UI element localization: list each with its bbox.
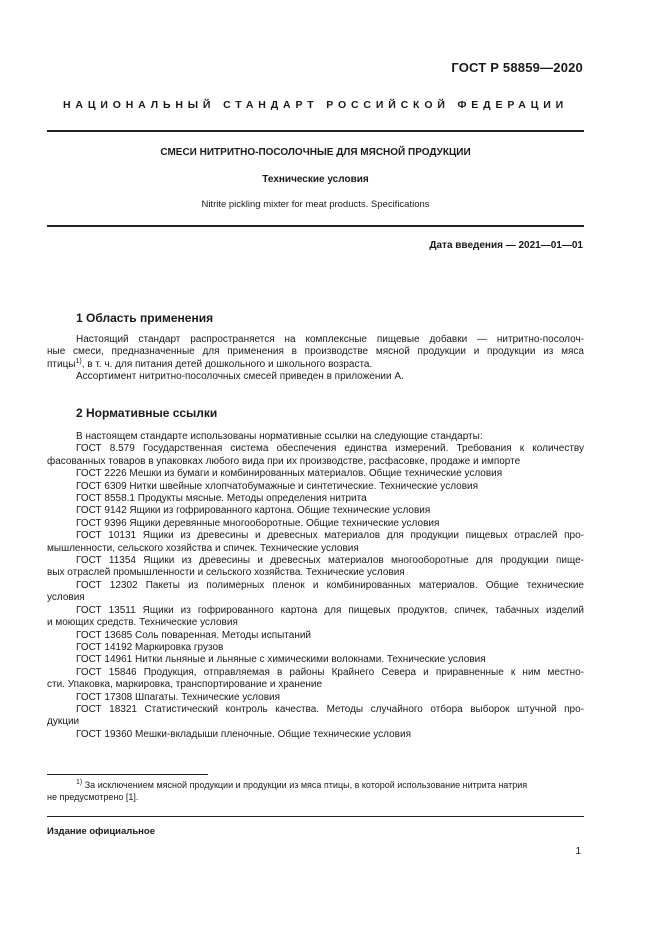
reference-list <box>47 443 584 741</box>
reference-line: ГОСТ 13685 Соль поваренная. Методы испытаний <box>76 629 312 641</box>
title-rule <box>47 225 584 227</box>
reference-line: ГОСТ 18321 Статистический контроль качества. Методы случайного отбора выборок штучной про- <box>76 703 584 715</box>
footnote-text: За исключением мясной продукции и продукции из мяса птицы, в которой использование нитрита натрия <box>84 780 528 790</box>
footnote-line-1 <box>47 779 584 791</box>
document-title: СМЕСИ НИТРИТНО-ПОСОЛОЧНЫЕ ДЛЯ МЯСНОЙ ПРОДУКЦИИ <box>160 147 471 158</box>
edition-label: Издание официальное <box>47 826 155 837</box>
reference-line: ГОСТ 14192 Маркировка грузов <box>76 641 224 653</box>
header-rule <box>47 130 584 132</box>
reference-line: ГОСТ 13511 Ящики из гофрированного картона для пищевых продуктов, спичек, табачных изделий <box>76 604 584 616</box>
reference-line: дукции <box>47 716 80 728</box>
reference-line: ГОСТ 2226 Мешки из бумаги и комбинированных материалов. Общие технические условия <box>76 468 503 480</box>
reference-line: ГОСТ 10131 Ящики из древесины и древесных материалов для продукции пищевых отраслей про- <box>76 530 584 542</box>
reference-line: ГОСТ 6309 Нитки швейные хлопчатобумажные и синтетические. Технические условия <box>76 480 479 492</box>
gost-code: ГОСТ Р 58859—2020 <box>451 60 583 75</box>
reference-line: ГОСТ 9142 Ящики из гофрированного картона. Общие технические условия <box>76 505 431 517</box>
footnote-mark: 1) <box>76 779 83 786</box>
footnote-reference: 1) <box>75 357 82 365</box>
footnote-line-2: не предусмотрено [1]. <box>47 792 139 802</box>
reference-line: ГОСТ 8558.1 Продукты мясные. Методы определения нитрита <box>76 493 367 505</box>
english-title: Nitrite pickling mixter for meat products. Specifications <box>201 199 430 210</box>
reference-line: условия <box>47 592 85 604</box>
reference-line: ГОСТ 12302 Пакеты из полимерных пленок и комбинированных материалов. Общие технические <box>76 579 584 591</box>
section-2-heading: 2 Нормативные ссылки <box>76 406 218 420</box>
reference-line: ГОСТ 9396 Ящики деревянные многооборотные. Общие технические условия <box>76 517 440 529</box>
section-1-line-3-start: птицы <box>47 358 76 370</box>
section-1-heading: 1 Область применения <box>76 311 214 325</box>
footnote-rule <box>47 774 208 775</box>
normative-references <box>47 431 584 741</box>
reference-line: ГОСТ 15846 Продукция, отправляемая в районы Крайнего Севера и приравненные к ним местно- <box>76 666 584 678</box>
reference-line: сти. Упаковка, маркировка, транспортирование и хранение <box>47 679 323 691</box>
section-1-line-1: Настоящий стандарт распространяется на комплексные пищевые добавки — нитритно-посолоч- <box>76 334 584 345</box>
national-standard-heading: НАЦИОНАЛЬНЫЙ СТАНДАРТ РОССИЙСКОЙ ФЕДЕРАЦИИ <box>62 99 569 111</box>
reference-line: вых отраслей промышленности и сельского хозяйства. Технические условия <box>47 567 405 579</box>
section-1-line-3 <box>47 359 584 371</box>
section-1-line-2: ные смеси, предназначенные для применения в производстве мясной продукции и продукции из мяса <box>47 346 584 358</box>
section-1-line-3-end: , в т. ч. для питания детей дошкольного и школьного возраста. <box>81 358 373 370</box>
references-intro: В настоящем стандарте использованы нормативные ссылки на следующие стандарты: <box>76 431 483 442</box>
reference-line: ГОСТ 8.579 Государственная система обеспечения единства измерений. Требования к количеству <box>76 443 584 455</box>
footnote <box>47 779 584 803</box>
introduction-date: Дата введения — 2021—01—01 <box>429 240 583 251</box>
reference-line: ГОСТ 17308 Шпагаты. Технические условия <box>76 691 281 703</box>
reference-line: и моющих средств. Технические условия <box>47 617 238 629</box>
document-subtitle: Технические условия <box>262 174 369 185</box>
reference-line: ГОСТ 19360 Мешки-вкладыши пленочные. Общие технические условия <box>76 728 411 740</box>
reference-line: фасованных товаров в упаковках любого вида при их производстве, расфасовке, продаже и импорте <box>47 455 521 467</box>
reference-line: мышленности, сельского хозяйства и спичек. Технические условия <box>47 542 359 554</box>
section-1-paragraph-2: Ассортимент нитритно-посолочных смесей приведен в приложении А. <box>76 371 404 383</box>
reference-line: ГОСТ 11354 Ящики из древесины и древесных материалов многооборотные для продукции пище- <box>76 555 584 567</box>
section-1-body <box>47 334 584 384</box>
reference-line: ГОСТ 14961 Нитки льняные и льняные с химическими волокнами. Технические условия <box>76 654 486 666</box>
page-number: 1 <box>575 846 581 857</box>
footer-rule <box>47 816 584 817</box>
